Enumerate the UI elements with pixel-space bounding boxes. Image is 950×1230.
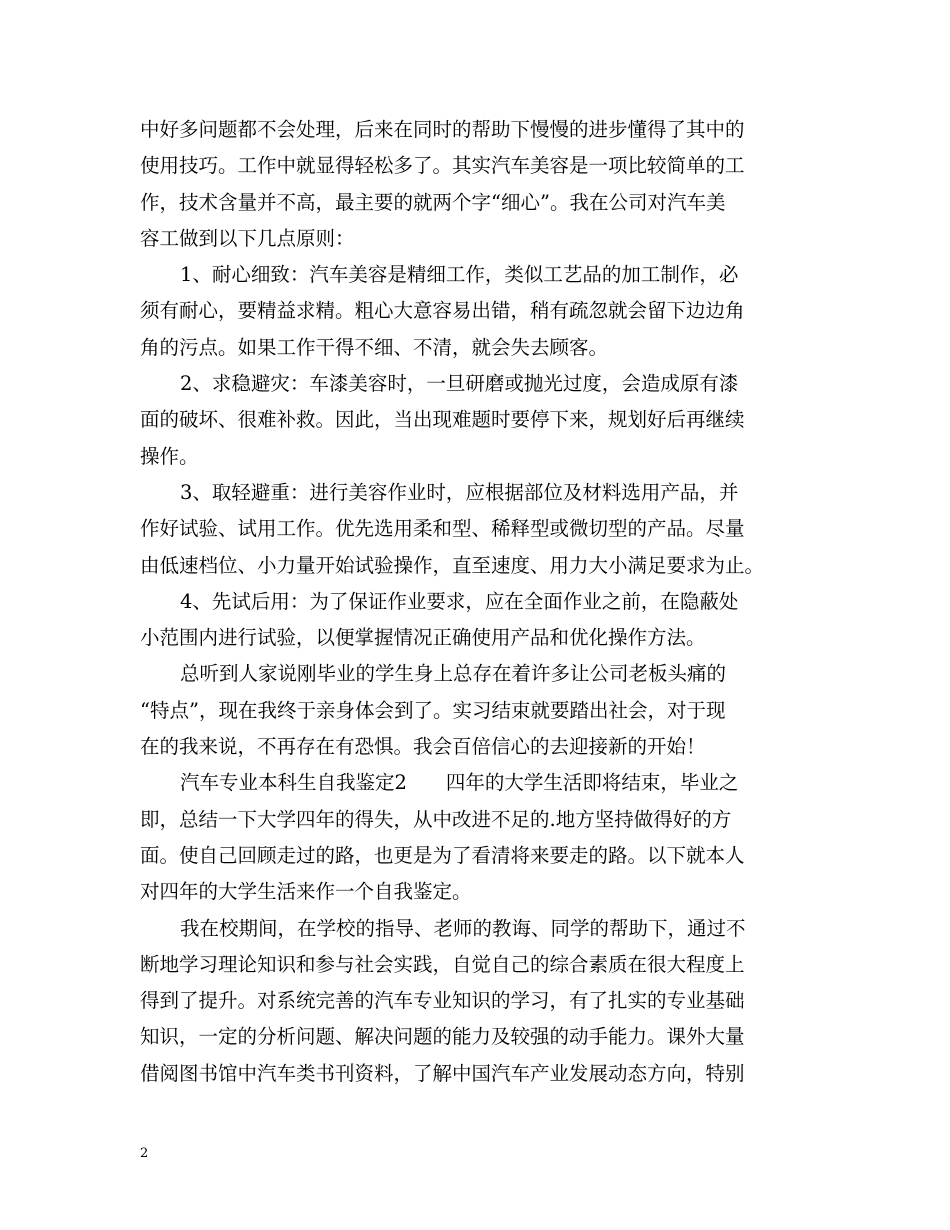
text-line: 面。使自己回顾走过的路，也更是为了看清将来要走的路。以下就本人 xyxy=(140,843,745,867)
text-line: 得到了提升。对系统完善的汽车专业知识的学习，有了扎实的专业基础 xyxy=(140,989,745,1013)
text-line: 汽车专业本科生自我鉴定2 四年的大学生活即将结束，毕业之 xyxy=(180,771,739,795)
text-line: 总听到人家说刚毕业的学生身上总存在着许多让公司老板头痛的 xyxy=(180,662,727,686)
text-line: “特点”，现在我终于亲身体会到了。实习结束就要踏出社会，对于现 xyxy=(140,698,726,722)
text-line: 使用技巧。工作中就显得轻松多了。其实汽车美容是一项比较简单的工 xyxy=(140,154,745,178)
text-line: 1、耐心细致：汽车美容是精细工作，类似工艺品的加工制作，必 xyxy=(180,263,739,287)
text-line: 由低速档位、小力量开始试验操作，直至速度、用力大小满足要求为止。 xyxy=(140,553,765,577)
body-text xyxy=(140,112,840,1092)
text-line: 作，技术含量并不高，最主要的就两个字“细心”。我在公司对汽车美 xyxy=(140,190,726,214)
text-line: 小范围内进行试验，以便掌握情况正确使用产品和优化操作方法。 xyxy=(140,626,706,650)
text-line: 容工做到以下几点原则： xyxy=(140,226,355,250)
text-line: 面的破坏、很难补救。因此，当出现难题时要停下来，规划好后再继续 xyxy=(140,408,745,432)
page-number: 2 xyxy=(140,1146,149,1161)
text-line: 在的我来说，不再存在有恐惧。我会百倍信心的去迎接新的开始！ xyxy=(140,735,706,759)
text-line: 须有耐心，要精益求精。粗心大意容易出错，稍有疏忽就会留下边边角 xyxy=(140,299,745,323)
text-line: 3、取轻避重：进行美容作业时，应根据部位及材料选用产品，并 xyxy=(180,480,739,504)
text-line: 4、先试后用：为了保证作业要求，应在全面作业之前，在隐蔽处 xyxy=(180,589,739,613)
text-line: 2、求稳避灾：车漆美容时，一旦研磨或抛光过度，会造成原有漆 xyxy=(180,372,739,396)
text-line: 角的污点。如果工作干得不细、不清，就会失去顾客。 xyxy=(140,335,609,359)
text-line: 操作。 xyxy=(140,444,199,468)
text-line: 即，总结一下大学四年的得失，从中改进不足的.地方坚持做得好的方 xyxy=(140,807,732,831)
text-line: 借阅图书馆中汽车类书刊资料，了解中国汽车产业发展动态方向，特别 xyxy=(140,1061,745,1085)
text-line: 断地学习理论知识和参与社会实践，自觉自己的综合素质在很大程度上 xyxy=(140,952,745,976)
text-line: 知识，一定的分析问题、解决问题的能力及较强的动手能力。课外大量 xyxy=(140,1025,745,1049)
text-line: 对四年的大学生活来作一个自我鉴定。 xyxy=(140,880,472,904)
text-line: 作好试验、试用工作。优先选用柔和型、稀释型或微切型的产品。尽量 xyxy=(140,517,745,541)
text-line: 中好多问题都不会处理，后来在同时的帮助下慢慢的进步懂得了其中的 xyxy=(140,118,745,141)
text-line: 我在校期间，在学校的指导、老师的教诲、同学的帮助下，通过不 xyxy=(180,916,746,940)
